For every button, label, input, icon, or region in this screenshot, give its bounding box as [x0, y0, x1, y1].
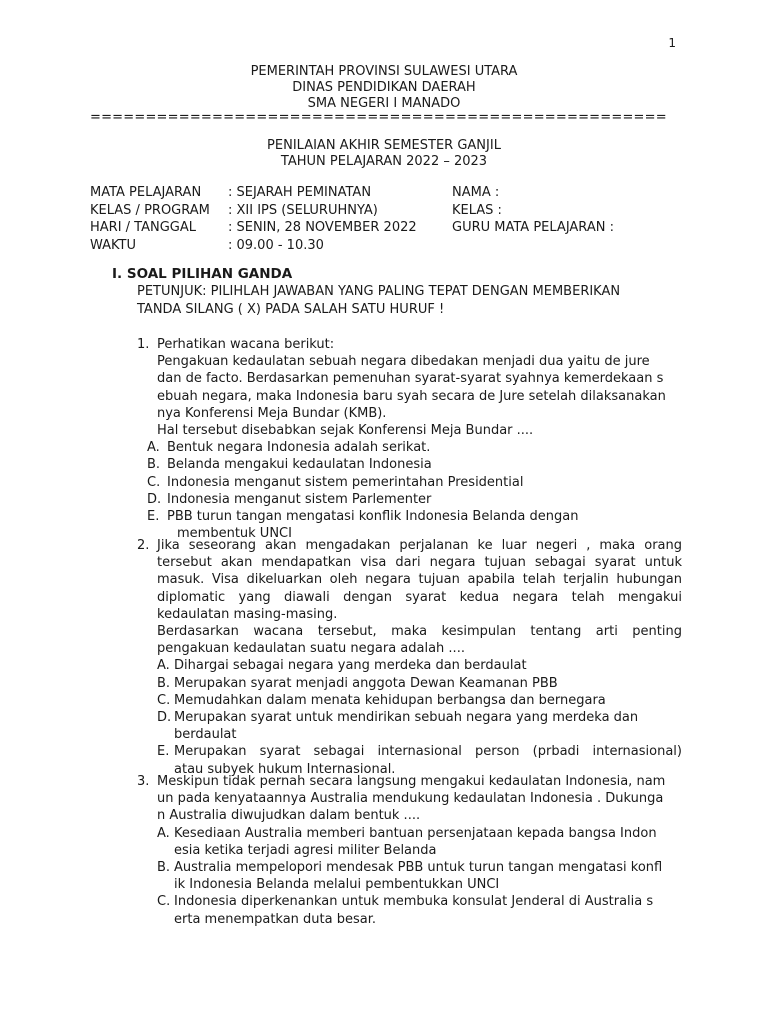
letterhead-school: SMA NEGERI I MANADO: [307, 96, 461, 111]
question-line: masuk. Visa dikeluarkan oleh negara tujuan apabila telah terjalin hubungan: [157, 572, 682, 588]
exam-info-table: [90, 184, 690, 254]
letterhead: [0, 64, 768, 112]
section-title: I. SOAL PILIHAN GANDA: [112, 266, 293, 282]
option-letter: A.: [147, 440, 160, 456]
option-letter: C.: [147, 474, 161, 490]
question-line: pengakuan kedaulatan suatu negara adalah ....: [157, 641, 465, 657]
question-line: Hal tersebut disebabkan sejak Konferensi Meja Bundar ....: [157, 423, 534, 439]
question-intro: Perhatikan wacana berikut:: [157, 337, 335, 352]
question-line: tersebut akan mendapatkan visa dari negara tujuan sebagai syarat untuk: [157, 555, 682, 571]
header-divider: ====================================================: [90, 110, 667, 125]
info-row: [90, 237, 690, 255]
answer-options: [157, 657, 682, 777]
option-letter: E.: [157, 744, 170, 760]
info-row: [90, 202, 690, 220]
question-body: [157, 773, 682, 928]
option-text: Dihargai sebagai negara yang merdeka dan berdaulat: [174, 658, 527, 674]
option-text: Belanda mengakui kedaulatan Indonesia: [167, 457, 432, 473]
page-number: 1: [668, 36, 676, 50]
option-c[interactable]: [157, 893, 682, 927]
option-letter: B.: [157, 860, 171, 876]
option-letter: D.: [157, 710, 172, 726]
option-text: Merupakan syarat untuk mendirikan sebuah negara yang merdeka dan: [174, 710, 639, 726]
option-b[interactable]: [147, 456, 682, 473]
exam-year: TAHUN PELAJARAN 2022 – 2023: [280, 154, 488, 169]
question-line: dan de facto. Berdasarkan pemenuhan syarat-syarat syahnya kemerdekaan s: [157, 371, 664, 387]
option-text-continued: esia ketika terjadi agresi militer Belanda: [174, 842, 437, 858]
option-letter: C.: [157, 692, 171, 708]
option-a[interactable]: [147, 439, 682, 456]
question-1: [137, 336, 682, 542]
info-value: : 09.00 - 10.30: [228, 237, 324, 253]
option-text: Merupakan syarat menjadi anggota Dewan Keamanan PBB: [174, 675, 558, 691]
question-3: [137, 773, 682, 928]
question-2: [137, 537, 682, 778]
question-line: diplomatic yang diawali dengan syarat kedua negara telah mengakui: [157, 589, 682, 605]
option-b[interactable]: [157, 675, 682, 692]
question-line: Pengakuan kedaulatan sebuah negara dibedakan menjadi dua yaitu de jure: [157, 354, 650, 370]
question-line: n Australia diwujudkan dalam bentuk ....: [157, 808, 421, 824]
option-text: Merupakan syarat sebagai internasional person (prbadi internasional): [174, 744, 682, 760]
info-field: GURU MATA PELAJARAN :: [452, 220, 614, 235]
option-text-continued: ik Indonesia Belanda melalui pembentukkan UNCI: [174, 877, 500, 893]
option-a[interactable]: [157, 657, 682, 674]
option-text-continued: membentuk UNCI: [177, 526, 292, 542]
info-field: NAMA :: [452, 185, 500, 200]
option-letter: E.: [147, 509, 160, 525]
question-line: nya Konferensi Meja Bundar (KMB).: [157, 405, 387, 421]
option-text: Indonesia menganut sistem Parlementer: [167, 491, 432, 507]
question-line: un pada kenyataannya Australia mendukung kedaulatan Indonesia . Dukunga: [157, 791, 664, 807]
question-number: 3.: [137, 774, 150, 789]
info-value: : SENIN, 28 NOVEMBER 2022: [228, 220, 417, 235]
option-text: Memudahkan dalam menata kehidupan berbangsa dan bernegara: [174, 692, 606, 708]
option-text-continued: erta menempatkan duta besar.: [174, 911, 377, 927]
question-number: 1.: [137, 337, 150, 352]
option-text-continued: berdaulat: [174, 727, 237, 743]
info-value: : SEJARAH PEMINATAN: [228, 185, 372, 200]
exam-heading: [0, 138, 768, 170]
info-row: [90, 219, 690, 237]
letterhead-agency: DINAS PENDIDIKAN DAERAH: [292, 80, 476, 95]
instructions: [137, 283, 677, 318]
exam-title: PENILAIAN AKHIR SEMESTER GANJIL: [267, 138, 501, 153]
option-text: Bentuk negara Indonesia adalah serikat.: [167, 440, 431, 456]
option-text: Indonesia diperkenankan untuk membuka konsulat Jenderal di Australia s: [174, 894, 654, 910]
option-text: Australia mempelopori mendesak PBB untuk turun tangan mengatasi konfl: [174, 860, 663, 876]
instruction-line: TANDA SILANG ( X) PADA SALAH SATU HURUF !: [137, 301, 445, 317]
option-d[interactable]: [147, 491, 682, 508]
question-line: ebuah negara, maka Indonesia baru syah secara de Jure setelah dilaksanakan: [157, 388, 666, 404]
letterhead-province: PEMERINTAH PROVINSI SULAWESI UTARA: [250, 64, 518, 79]
question-body: [147, 336, 682, 542]
question-body: [157, 537, 682, 778]
option-c[interactable]: [157, 692, 682, 709]
option-letter: C.: [157, 894, 171, 910]
option-letter: B.: [147, 457, 161, 473]
question-line: kedaulatan masing-masing.: [157, 606, 338, 622]
answer-options: [147, 439, 682, 542]
question-line: Berdasarkan wacana tersebut, maka kesimpulan tentang arti penting: [157, 624, 682, 640]
question-line: Jika seseorang akan mengadakan perjalanan ke luar negeri , maka orang: [157, 538, 682, 553]
option-text: Indonesia menganut sistem pemerintahan Presidential: [167, 474, 524, 490]
info-label: HARI / TANGGAL: [90, 220, 197, 235]
option-a[interactable]: [157, 825, 682, 859]
option-text-continued: atau subyek hukum Internasional.: [174, 761, 396, 777]
option-c[interactable]: [147, 474, 682, 491]
option-letter: A.: [157, 658, 170, 674]
option-text: Kesediaan Australia memberi bantuan persenjataan kepada bangsa Indon: [174, 825, 657, 841]
info-label: MATA PELAJARAN: [90, 185, 202, 200]
info-field: KELAS :: [452, 202, 502, 218]
question-line: Meskipun tidak pernah secara langsung mengakui kedaulatan Indonesia, nam: [157, 774, 666, 789]
instruction-line: PETUNJUK: PILIHLAH JAWABAN YANG PALING TEPAT DENGAN MEMBERIKAN: [137, 284, 621, 299]
option-letter: D.: [147, 491, 162, 507]
answer-options: [157, 825, 682, 928]
info-label: WAKTU: [90, 237, 137, 253]
option-letter: B.: [157, 675, 171, 691]
question-number: 2.: [137, 538, 150, 553]
info-value: : XII IPS (SELURUHNYA): [228, 202, 378, 218]
option-letter: A.: [157, 825, 170, 841]
option-b[interactable]: [157, 859, 682, 893]
info-row: [90, 184, 690, 202]
option-d[interactable]: [157, 709, 682, 743]
info-label: KELAS / PROGRAM: [90, 202, 210, 218]
option-text: PBB turun tangan mengatasi konflik Indonesia Belanda dengan: [167, 509, 579, 525]
